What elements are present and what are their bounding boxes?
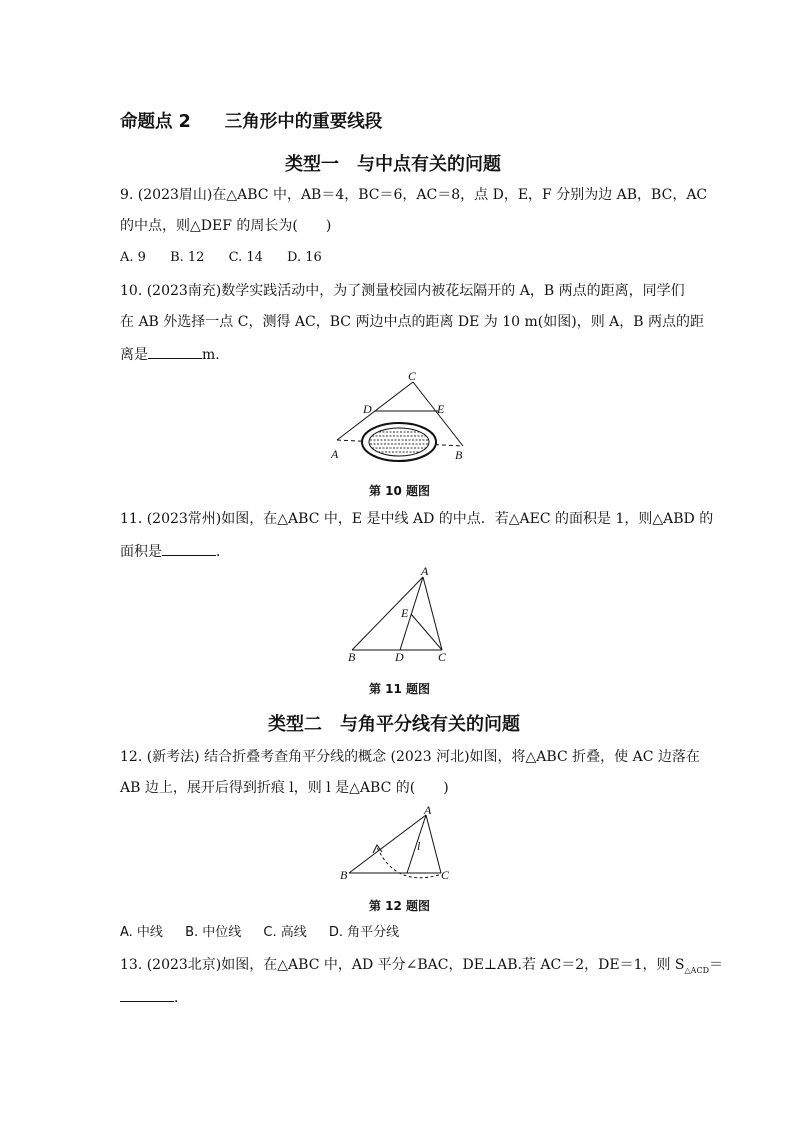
q13-line2 [120, 989, 188, 1005]
q10-label-a: A [331, 447, 339, 461]
section-title: 三角形中的重要线段 [224, 112, 383, 132]
q11-line2-text: 面积是 [120, 544, 162, 560]
q10-figure [320, 368, 480, 468]
q9-line2: 的中点，则△DEF 的周长为( ) [120, 218, 332, 234]
q11-line1: 11. (2023常州)如图，在△ABC 中，E 是中线 AD 的中点．若△AEC 的面积是 1，则△ABD 的 [120, 511, 714, 527]
q12-option-d: D. 角平分线 [328, 925, 400, 940]
q12-label-l: l [417, 839, 421, 853]
q9-option-c: C. 14 [228, 250, 263, 265]
q13-equals: ＝ [708, 957, 723, 973]
q13-answer-blank [120, 989, 174, 1002]
q9-line1: 9. (2023眉山)在△ABC 中，AB＝4，BC＝6，AC＝8，点 D，E，F 分别为边 AB，BC，AC [120, 187, 708, 203]
q12-label-a: A [424, 805, 432, 817]
q11-caption: 第 11 题图 [369, 682, 431, 696]
q10-answer-blank [148, 346, 202, 359]
q11-line2-end: ． [216, 544, 230, 560]
q10-label-d: D [363, 402, 372, 416]
q12-line1: 12. (新考法) 结合折叠考查角平分线的概念 (2023 河北)如图，将△ABC 折叠，使 AC 边落在 [120, 749, 700, 765]
q10-line3-unit: m. [202, 347, 220, 363]
q10-label-e: E [437, 402, 445, 416]
q12-option-c: C. 高线 [263, 925, 307, 940]
type1-heading: 类型一 与中点有关的问题 [285, 154, 501, 175]
q10-line3-text: 离是 [120, 347, 148, 363]
q10-label-b: B [455, 448, 463, 462]
q12-option-a: A. 中线 [120, 925, 163, 940]
q10-caption: 第 10 题图 [369, 484, 431, 498]
q13-line1 [120, 958, 723, 978]
q11-figure [340, 565, 460, 665]
q11-label-d: D [395, 650, 404, 664]
q12-options [120, 926, 399, 940]
q11-label-e: E [401, 606, 409, 620]
q9-option-b: B. 12 [170, 250, 205, 265]
q13-area-subscript: △ACD [684, 965, 709, 975]
q11-label-a: A [421, 565, 429, 578]
section-label: 命题点 2 [120, 112, 191, 132]
q10-label-c: C [408, 369, 417, 383]
q12-label-b: B [340, 868, 348, 882]
q12-line2: AB 边上，展开后得到折痕 l，则 l 是△ABC 的( ) [120, 780, 449, 796]
q9-option-a: A. 9 [120, 250, 146, 265]
q10-line2: 在 AB 外选择一点 C，测得 AC，BC 两边中点的距离 DE 为 10 m(如图)，则 A，B 两点的距 [120, 314, 704, 330]
q12-label-c: C [441, 868, 450, 882]
q13-line2-end: ． [174, 990, 188, 1006]
q9-option-d: D. 16 [287, 250, 322, 265]
q13-line1-text: 13. (2023北京)如图，在△ABC 中，AD 平分∠BAC，DE⊥AB.若 AC＝2，DE＝1，则 S [120, 957, 685, 973]
q11-label-c: C [438, 650, 447, 664]
q9-options [120, 251, 322, 265]
q11-answer-blank [162, 543, 216, 556]
q12-option-b: B. 中位线 [185, 925, 242, 940]
section-header [120, 108, 382, 133]
q10-line1: 10. (2023南充)数学实践活动中，为了测量校园内被花坛隔开的 A，B 两点的距离，同学们 [120, 283, 685, 299]
q10-line3 [120, 346, 220, 362]
q12-caption: 第 12 题图 [369, 899, 431, 913]
q11-line2 [120, 543, 230, 559]
q12-figure [335, 805, 460, 885]
type2-heading: 类型二 与角平分线有关的问题 [268, 714, 520, 735]
q11-label-b: B [348, 650, 356, 664]
